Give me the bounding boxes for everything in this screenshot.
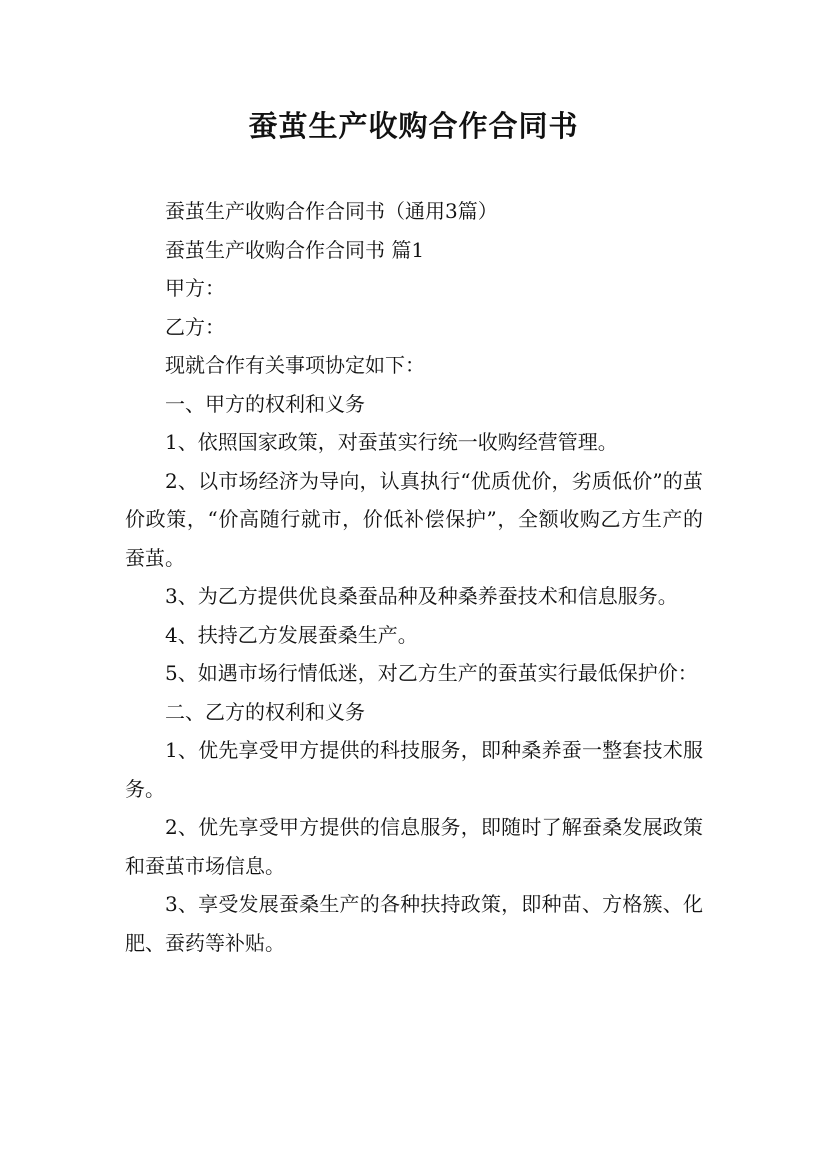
clause-a-1: 1、依照国家政策，对蚕茧实行统一收购经营管理。: [165, 430, 618, 454]
clause-a-5: 5、如遇市场行情低迷，对乙方生产的蚕茧实行最低保护价：: [165, 661, 698, 685]
document-title: 蚕茧生产收购合作合同书: [248, 109, 579, 143]
clause-a-2: 2、以市场经济为导向，认真执行“优质优价，劣质低价”的茧价政策，“价高随行就市，价低补偿保护”，全额收购乙方生产的蚕茧。: [125, 468, 703, 570]
party-b-line: 乙方：: [165, 314, 225, 339]
clause-b-2: 2、优先享受甲方提供的信息服务，即随时了解蚕桑发展政策和蚕茧市场信息。: [125, 815, 703, 878]
party-a-line: 甲方：: [165, 276, 225, 300]
document-body: [125, 192, 703, 962]
clause-heading-a: 一、甲方的权利和义务: [165, 391, 365, 416]
section-heading: 蚕茧生产收购合作合同书 篇1: [165, 237, 425, 262]
clause-a-4: 4、扶持乙方发展蚕桑生产。: [165, 622, 418, 647]
intro-paragraph: 现就合作有关事项协定如下：: [165, 353, 425, 377]
clause-a-3: 3、为乙方提供优良桑蚕品种及种桑养蚕技术和信息服务。: [165, 584, 678, 608]
clause-b-3: 3、享受发展蚕桑生产的各种扶持政策，即种苗、方格簇、化肥、蚕药等补贴。: [125, 892, 703, 955]
subtitle-paragraph: 蚕茧生产收购合作合同书（通用3篇）: [165, 199, 498, 223]
clause-heading-b: 二、乙方的权利和义务: [165, 699, 365, 724]
clause-b-1: 1、优先享受甲方提供的科技服务，即种桑养蚕一整套技术服务。: [125, 738, 703, 801]
